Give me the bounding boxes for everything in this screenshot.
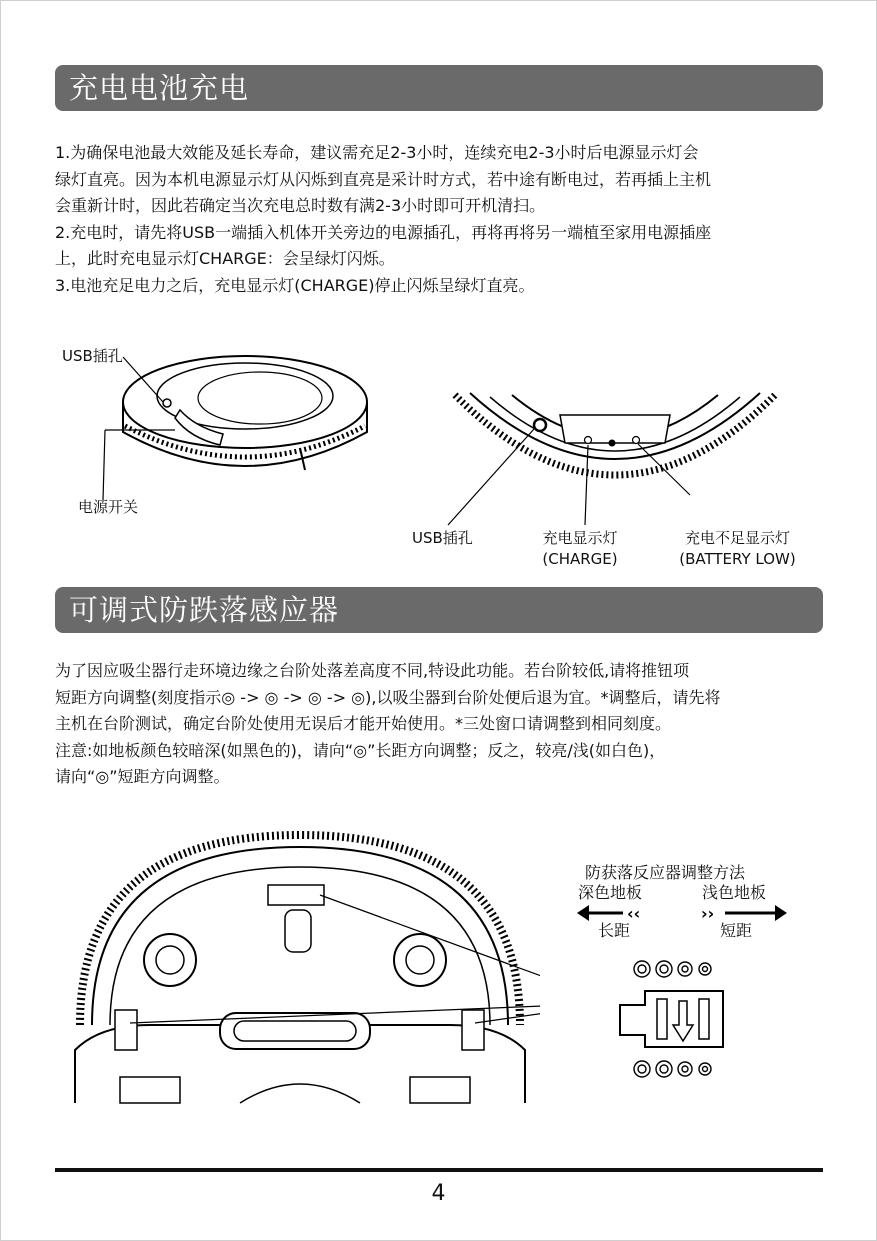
section-title-cliff-sensor: 可调式防跌落感应器 bbox=[55, 587, 823, 633]
direction-arrows bbox=[575, 900, 790, 926]
instruction-line: 上，此时充电显示灯CHARGE：会呈绿灯闪烁。 bbox=[55, 249, 395, 268]
usb-port-label: USB插孔 bbox=[62, 347, 123, 365]
svg-text:‹‹: ‹‹ bbox=[627, 904, 641, 923]
dark-floor-label: 深色地板 bbox=[578, 883, 643, 902]
charge-light-sub: (CHARGE) bbox=[542, 550, 618, 568]
instruction-line: 2.充电时，请先将USB一端插入机体开关旁边的电源插孔，再将再将另一端植至家用电源插座 bbox=[55, 222, 712, 242]
short-distance-label: 短距 bbox=[720, 921, 753, 940]
footer-rule bbox=[55, 1168, 823, 1172]
adjustment-method-title: 防获落反应器调整方法 bbox=[585, 863, 746, 882]
instruction-line: 为了因应吸尘器行走环境边缘之台阶处落差高度不同,特设此功能。若台阶较低,请将推钮项 bbox=[55, 661, 690, 680]
instruction-line: 绿灯直亮。因为本机电源显示灯从闪烁到直亮是采计时方式，若中途有断电过，若再插上主机 bbox=[55, 169, 712, 189]
instruction-line: 会重新计时，因此若确定当次充电总时数有满2-3小时即可开机清扫。 bbox=[55, 196, 546, 215]
page-number: 4 bbox=[431, 1181, 446, 1206]
power-switch-label: 电源开关 bbox=[78, 498, 139, 516]
slider-adjuster-illustration bbox=[615, 955, 725, 1085]
instruction-line: 注意:如地板颜色较暗深(如黑色的)，请向“◎”长距方向调整；反之，较亮/浅(如白色)， bbox=[55, 740, 666, 760]
charging-instructions bbox=[55, 140, 845, 299]
long-distance-label: 长距 bbox=[598, 921, 631, 940]
robot-bottom-view-illustration bbox=[70, 825, 540, 1105]
battery-low-light-sub: (BATTERY LOW) bbox=[679, 550, 796, 568]
instruction-line: 1.为确保电池最大效能及延长寿命，建议需充足2-3小时，连续充电2-3小时后电源显示灯会 bbox=[55, 143, 699, 162]
cliff-sensor-instructions bbox=[55, 658, 845, 791]
section-title-battery-charging: 充电电池充电 bbox=[55, 65, 823, 111]
instruction-line: 主机在台阶测试，确定台阶处使用无误后才能开始使用。*三处窗口请调整到相同刻度。 bbox=[55, 714, 672, 733]
light-floor-label: 浅色地板 bbox=[702, 883, 767, 902]
instruction-line: 3.电池充足电力之后，充电显示灯(CHARGE)停止闪烁呈绿灯直亮。 bbox=[55, 275, 535, 295]
charge-light-label: 充电显示灯 bbox=[542, 529, 618, 547]
robot-indicator-closeup-illustration bbox=[400, 385, 820, 530]
instruction-line: 请向“◎”短距方向调整。 bbox=[55, 767, 230, 786]
usb-port-label-2: USB插孔 bbox=[412, 529, 473, 547]
battery-low-light-label: 充电不足显示灯 bbox=[684, 529, 790, 547]
svg-text:››: ›› bbox=[701, 904, 715, 923]
instruction-line: 短距方向调整(刻度指示◎ -> ◎ -> ◎ -> ◎),以吸尘器到台阶处便后退为宜。*调整后，请先将 bbox=[55, 687, 721, 707]
